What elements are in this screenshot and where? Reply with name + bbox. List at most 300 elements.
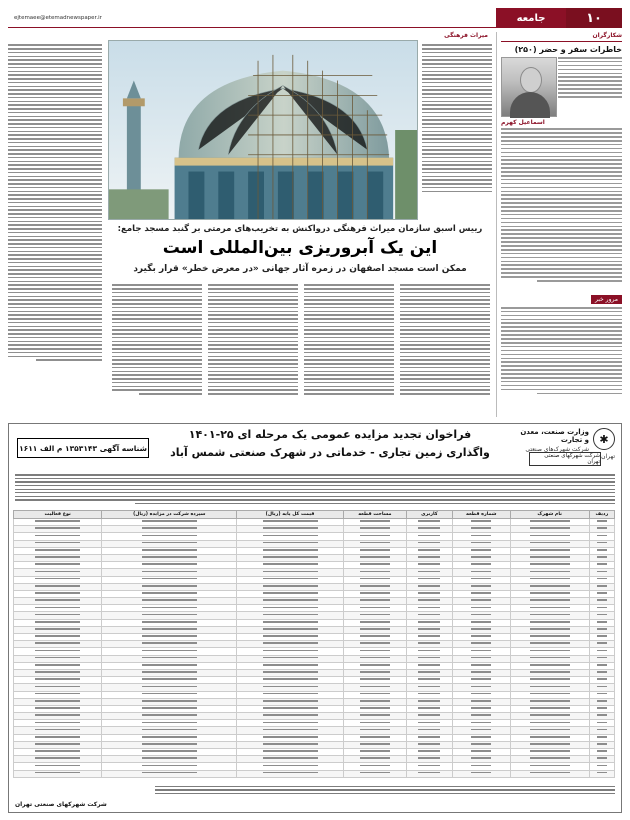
table-cell bbox=[589, 655, 614, 662]
article-text-column-left bbox=[8, 42, 102, 363]
table-cell bbox=[237, 590, 344, 597]
cell-text-placeholder bbox=[530, 664, 570, 666]
cell-text-placeholder bbox=[530, 563, 570, 565]
table-row bbox=[14, 756, 615, 763]
table-cell bbox=[589, 547, 614, 554]
cell-text-placeholder bbox=[142, 614, 197, 616]
cell-text-placeholder bbox=[530, 757, 570, 759]
cell-text-placeholder bbox=[471, 527, 491, 529]
cell-text-placeholder bbox=[360, 678, 390, 680]
table-cell bbox=[343, 662, 406, 669]
cell-text-placeholder bbox=[530, 772, 570, 774]
table-cell bbox=[589, 540, 614, 547]
cell-text-placeholder bbox=[142, 743, 197, 745]
tender-advertisement bbox=[8, 423, 622, 813]
cell-text-placeholder bbox=[263, 549, 318, 551]
cell-text-placeholder bbox=[360, 578, 390, 580]
table-cell bbox=[14, 684, 102, 691]
table-cell bbox=[406, 519, 452, 526]
cell-text-placeholder bbox=[35, 671, 80, 673]
table-cell bbox=[102, 554, 237, 561]
cell-text-placeholder bbox=[530, 607, 570, 609]
cell-text-placeholder bbox=[360, 535, 390, 537]
table-cell bbox=[589, 734, 614, 741]
table-cell bbox=[343, 770, 406, 777]
cell-text-placeholder bbox=[530, 700, 570, 702]
cell-text-placeholder bbox=[360, 549, 390, 551]
cell-text-placeholder bbox=[418, 621, 440, 623]
cell-text-placeholder bbox=[263, 700, 318, 702]
cell-text-placeholder bbox=[530, 729, 570, 731]
table-cell bbox=[14, 576, 102, 583]
cell-text-placeholder bbox=[263, 592, 318, 594]
article-text-column-5 bbox=[304, 282, 394, 397]
cell-text-placeholder bbox=[142, 765, 197, 767]
table-cell bbox=[14, 727, 102, 734]
table-cell bbox=[406, 598, 452, 605]
cell-text-placeholder bbox=[263, 535, 318, 537]
table-cell bbox=[452, 526, 510, 533]
cell-text-placeholder bbox=[142, 592, 197, 594]
table-cell bbox=[102, 684, 237, 691]
cell-text-placeholder bbox=[418, 657, 440, 659]
table-cell bbox=[343, 677, 406, 684]
cell-text-placeholder bbox=[360, 736, 390, 738]
table-cell bbox=[510, 612, 589, 619]
cell-text-placeholder bbox=[471, 563, 491, 565]
table-cell bbox=[102, 547, 237, 554]
table-cell bbox=[14, 533, 102, 540]
table-cell bbox=[406, 741, 452, 748]
table-row bbox=[14, 741, 615, 748]
cell-text-placeholder bbox=[263, 693, 318, 695]
table-row bbox=[14, 648, 615, 655]
cell-text-placeholder bbox=[418, 571, 440, 573]
table-cell bbox=[14, 612, 102, 619]
table-cell bbox=[237, 641, 344, 648]
table-cell bbox=[452, 569, 510, 576]
table-cell bbox=[102, 713, 237, 720]
cell-text-placeholder bbox=[597, 542, 607, 544]
table-cell bbox=[343, 533, 406, 540]
table-cell bbox=[406, 691, 452, 698]
table-cell bbox=[14, 590, 102, 597]
table-cell bbox=[14, 669, 102, 676]
cell-text-placeholder bbox=[530, 614, 570, 616]
table-row bbox=[14, 540, 615, 547]
cell-text-placeholder bbox=[263, 743, 318, 745]
cell-text-placeholder bbox=[597, 527, 607, 529]
table-cell bbox=[102, 533, 237, 540]
cell-text-placeholder bbox=[597, 585, 607, 587]
table-cell bbox=[510, 648, 589, 655]
table-row bbox=[14, 655, 615, 662]
table-row bbox=[14, 698, 615, 705]
cell-text-placeholder bbox=[418, 578, 440, 580]
table-cell bbox=[14, 756, 102, 763]
table-cell bbox=[452, 598, 510, 605]
table-cell bbox=[452, 749, 510, 756]
table-cell bbox=[343, 655, 406, 662]
main-article bbox=[8, 32, 492, 417]
column-body-text bbox=[501, 128, 622, 281]
table-cell bbox=[452, 648, 510, 655]
cell-text-placeholder bbox=[471, 642, 491, 644]
table-cell bbox=[510, 749, 589, 756]
cell-text-placeholder bbox=[471, 700, 491, 702]
cell-text-placeholder bbox=[263, 563, 318, 565]
table-cell bbox=[510, 554, 589, 561]
cell-text-placeholder bbox=[597, 664, 607, 666]
cell-text-placeholder bbox=[360, 671, 390, 673]
cell-text-placeholder bbox=[142, 686, 197, 688]
table-cell bbox=[510, 590, 589, 597]
table-cell bbox=[452, 547, 510, 554]
cell-text-placeholder bbox=[471, 765, 491, 767]
cell-text-placeholder bbox=[471, 729, 491, 731]
cell-text-placeholder bbox=[35, 743, 80, 745]
cell-text-placeholder bbox=[530, 535, 570, 537]
table-cell bbox=[237, 547, 344, 554]
cell-text-placeholder bbox=[35, 621, 80, 623]
table-cell bbox=[343, 713, 406, 720]
table-cell bbox=[102, 698, 237, 705]
table-cell bbox=[237, 648, 344, 655]
col-deposit: سپرده شرکت در مزایده (ریال) bbox=[102, 511, 237, 519]
table-cell bbox=[237, 756, 344, 763]
cell-text-placeholder bbox=[530, 750, 570, 752]
cell-text-placeholder bbox=[597, 635, 607, 637]
cell-text-placeholder bbox=[142, 599, 197, 601]
cell-text-placeholder bbox=[35, 693, 80, 695]
cell-text-placeholder bbox=[418, 772, 440, 774]
table-cell bbox=[237, 576, 344, 583]
lots-table-header bbox=[14, 511, 615, 519]
table-row bbox=[14, 684, 615, 691]
cell-text-placeholder bbox=[263, 757, 318, 759]
table-cell bbox=[589, 741, 614, 748]
cell-text-placeholder bbox=[142, 520, 197, 522]
news-brief-label: مرور خبر bbox=[591, 295, 622, 304]
table-cell bbox=[406, 734, 452, 741]
column-tag: شکارگران bbox=[501, 32, 622, 42]
cell-text-placeholder bbox=[142, 750, 197, 752]
cell-text-placeholder bbox=[142, 722, 197, 724]
table-cell bbox=[452, 727, 510, 734]
table-cell bbox=[102, 605, 237, 612]
table-cell bbox=[452, 698, 510, 705]
headline-kicker: رییس اسبق سازمان میراث فرهنگی درواکنش به تخریب‌های مرمتی بر گنبد مسجد جامع: bbox=[117, 224, 483, 234]
table-cell bbox=[343, 741, 406, 748]
table-cell bbox=[406, 684, 452, 691]
cell-text-placeholder bbox=[597, 592, 607, 594]
cell-text-placeholder bbox=[360, 729, 390, 731]
cell-text-placeholder bbox=[360, 542, 390, 544]
cell-text-placeholder bbox=[35, 607, 80, 609]
cell-text-placeholder bbox=[597, 757, 607, 759]
table-cell bbox=[102, 720, 237, 727]
table-cell bbox=[237, 749, 344, 756]
table-cell bbox=[452, 605, 510, 612]
col-row: ردیف bbox=[589, 511, 614, 519]
section-label: جامعه bbox=[496, 8, 566, 28]
cell-text-placeholder bbox=[597, 520, 607, 522]
table-row bbox=[14, 562, 615, 569]
cell-text-placeholder bbox=[471, 585, 491, 587]
cell-text-placeholder bbox=[597, 621, 607, 623]
column-title: خاطرات سفر و حضر (۲۵۰) bbox=[514, 45, 622, 54]
cell-text-placeholder bbox=[142, 772, 197, 774]
cell-text-placeholder bbox=[263, 678, 318, 680]
cell-text-placeholder bbox=[263, 772, 318, 774]
table-cell bbox=[406, 533, 452, 540]
table-cell bbox=[343, 698, 406, 705]
table-cell bbox=[510, 684, 589, 691]
table-row bbox=[14, 713, 615, 720]
table-cell bbox=[343, 562, 406, 569]
table-cell bbox=[510, 569, 589, 576]
table-cell bbox=[237, 598, 344, 605]
table-cell bbox=[510, 540, 589, 547]
table-cell bbox=[14, 598, 102, 605]
cell-text-placeholder bbox=[418, 520, 440, 522]
table-cell bbox=[589, 626, 614, 633]
table-cell bbox=[452, 554, 510, 561]
cell-text-placeholder bbox=[142, 700, 197, 702]
cell-text-placeholder bbox=[597, 693, 607, 695]
ad-title-line2: واگذاری زمین تجاری - خدماتی در شهرک صنعتی شمس آباد bbox=[170, 446, 490, 459]
table-cell bbox=[237, 770, 344, 777]
cell-text-placeholder bbox=[263, 657, 318, 659]
table-cell bbox=[102, 590, 237, 597]
cell-text-placeholder bbox=[471, 542, 491, 544]
cell-text-placeholder bbox=[360, 765, 390, 767]
cell-text-placeholder bbox=[142, 707, 197, 709]
table-cell bbox=[406, 713, 452, 720]
cell-text-placeholder bbox=[360, 599, 390, 601]
table-cell bbox=[510, 598, 589, 605]
cell-text-placeholder bbox=[530, 657, 570, 659]
cell-text-placeholder bbox=[142, 693, 197, 695]
table-cell bbox=[589, 583, 614, 590]
table-cell bbox=[406, 605, 452, 612]
masthead-email: ejtemaee@etemadnewspaper.ir bbox=[14, 14, 102, 21]
table-cell bbox=[102, 540, 237, 547]
cell-text-placeholder bbox=[418, 585, 440, 587]
cell-text-placeholder bbox=[418, 678, 440, 680]
table-cell bbox=[14, 655, 102, 662]
table-cell bbox=[510, 576, 589, 583]
table-row bbox=[14, 590, 615, 597]
table-cell bbox=[406, 763, 452, 770]
table-cell bbox=[452, 634, 510, 641]
table-cell bbox=[237, 655, 344, 662]
table-row bbox=[14, 626, 615, 633]
table-cell bbox=[102, 727, 237, 734]
cell-text-placeholder bbox=[360, 757, 390, 759]
cell-text-placeholder bbox=[35, 592, 80, 594]
table-cell bbox=[589, 598, 614, 605]
table-cell bbox=[102, 569, 237, 576]
cell-text-placeholder bbox=[360, 714, 390, 716]
cell-text-placeholder bbox=[263, 571, 318, 573]
table-row bbox=[14, 576, 615, 583]
table-cell bbox=[14, 720, 102, 727]
table-cell bbox=[14, 691, 102, 698]
table-cell bbox=[102, 634, 237, 641]
table-cell bbox=[510, 619, 589, 626]
table-cell bbox=[510, 634, 589, 641]
cell-text-placeholder bbox=[360, 722, 390, 724]
cell-text-placeholder bbox=[471, 607, 491, 609]
news-brief-text bbox=[501, 307, 622, 394]
cell-text-placeholder bbox=[142, 736, 197, 738]
cell-text-placeholder bbox=[418, 599, 440, 601]
table-cell bbox=[237, 612, 344, 619]
table-cell bbox=[343, 576, 406, 583]
cell-text-placeholder bbox=[418, 693, 440, 695]
cell-text-placeholder bbox=[360, 657, 390, 659]
table-cell bbox=[589, 554, 614, 561]
cell-text-placeholder bbox=[35, 599, 80, 601]
table-cell bbox=[343, 619, 406, 626]
table-cell bbox=[102, 749, 237, 756]
cell-text-placeholder bbox=[597, 549, 607, 551]
table-cell bbox=[452, 655, 510, 662]
cell-text-placeholder bbox=[530, 714, 570, 716]
cell-text-placeholder bbox=[35, 642, 80, 644]
cell-text-placeholder bbox=[597, 714, 607, 716]
cell-text-placeholder bbox=[142, 714, 197, 716]
table-cell bbox=[343, 734, 406, 741]
cell-text-placeholder bbox=[360, 743, 390, 745]
cell-text-placeholder bbox=[471, 714, 491, 716]
table-cell bbox=[510, 562, 589, 569]
ad-title-line1: فراخوان تجدید مزایده عمومی یک مرحله ای ۲۵-۱۴۰۱ bbox=[188, 428, 472, 441]
cell-text-placeholder bbox=[263, 722, 318, 724]
table-cell bbox=[452, 677, 510, 684]
cell-text-placeholder bbox=[418, 686, 440, 688]
cell-text-placeholder bbox=[530, 743, 570, 745]
cell-text-placeholder bbox=[263, 642, 318, 644]
cell-text-placeholder bbox=[263, 607, 318, 609]
table-cell bbox=[14, 770, 102, 777]
cell-text-placeholder bbox=[35, 678, 80, 680]
table-cell bbox=[452, 691, 510, 698]
table-cell bbox=[510, 547, 589, 554]
table-cell bbox=[510, 770, 589, 777]
table-row bbox=[14, 734, 615, 741]
cell-text-placeholder bbox=[142, 664, 197, 666]
table-cell bbox=[589, 720, 614, 727]
cell-text-placeholder bbox=[530, 686, 570, 688]
table-cell bbox=[343, 590, 406, 597]
table-cell bbox=[102, 705, 237, 712]
table-cell bbox=[237, 619, 344, 626]
cell-text-placeholder bbox=[263, 520, 318, 522]
table-cell bbox=[237, 677, 344, 684]
cell-text-placeholder bbox=[142, 563, 197, 565]
table-row bbox=[14, 554, 615, 561]
cell-text-placeholder bbox=[360, 556, 390, 558]
table-cell bbox=[589, 677, 614, 684]
table-cell bbox=[510, 655, 589, 662]
table-cell bbox=[406, 677, 452, 684]
cell-text-placeholder bbox=[263, 664, 318, 666]
table-cell bbox=[510, 741, 589, 748]
table-cell bbox=[589, 691, 614, 698]
table-cell bbox=[510, 691, 589, 698]
cell-text-placeholder bbox=[35, 549, 80, 551]
cell-text-placeholder bbox=[418, 757, 440, 759]
table-cell bbox=[237, 720, 344, 727]
masthead-bar bbox=[8, 8, 622, 28]
cell-text-placeholder bbox=[597, 686, 607, 688]
table-cell bbox=[452, 619, 510, 626]
table-row bbox=[14, 569, 615, 576]
cell-text-placeholder bbox=[418, 527, 440, 529]
cell-text-placeholder bbox=[35, 750, 80, 752]
author-photo bbox=[501, 57, 557, 117]
table-cell bbox=[406, 720, 452, 727]
ad-signature: شرکت شهرکهای صنعتی تهران bbox=[15, 801, 107, 808]
table-cell bbox=[237, 698, 344, 705]
table-cell bbox=[343, 569, 406, 576]
cell-text-placeholder bbox=[530, 578, 570, 580]
article-tag: میراث فرهنگی bbox=[444, 32, 488, 39]
table-cell bbox=[510, 526, 589, 533]
cell-text-placeholder bbox=[263, 542, 318, 544]
table-cell bbox=[237, 540, 344, 547]
cell-text-placeholder bbox=[263, 729, 318, 731]
cell-text-placeholder bbox=[597, 607, 607, 609]
cell-text-placeholder bbox=[471, 520, 491, 522]
table-cell bbox=[102, 626, 237, 633]
cell-text-placeholder bbox=[142, 542, 197, 544]
table-cell bbox=[14, 648, 102, 655]
cell-text-placeholder bbox=[360, 686, 390, 688]
table-cell bbox=[406, 526, 452, 533]
table-cell bbox=[14, 605, 102, 612]
cell-text-placeholder bbox=[142, 527, 197, 529]
cell-text-placeholder bbox=[35, 520, 80, 522]
table-cell bbox=[14, 662, 102, 669]
table-row bbox=[14, 619, 615, 626]
col-activity: نوع فعالیت bbox=[14, 511, 102, 519]
cell-text-placeholder bbox=[35, 535, 80, 537]
cell-text-placeholder bbox=[35, 585, 80, 587]
cell-text-placeholder bbox=[263, 585, 318, 587]
cell-text-placeholder bbox=[35, 700, 80, 702]
table-cell bbox=[102, 612, 237, 619]
cell-text-placeholder bbox=[418, 535, 440, 537]
table-cell bbox=[102, 619, 237, 626]
cell-text-placeholder bbox=[418, 542, 440, 544]
cell-text-placeholder bbox=[530, 527, 570, 529]
table-cell bbox=[14, 634, 102, 641]
cell-text-placeholder bbox=[597, 750, 607, 752]
company-logo: شرکت شهرکهای صنعتی تهران bbox=[529, 452, 601, 466]
table-cell bbox=[102, 598, 237, 605]
table-row bbox=[14, 547, 615, 554]
cell-text-placeholder bbox=[360, 650, 390, 652]
table-cell bbox=[452, 612, 510, 619]
table-cell bbox=[406, 641, 452, 648]
table-cell bbox=[102, 562, 237, 569]
table-row bbox=[14, 691, 615, 698]
table-cell bbox=[14, 734, 102, 741]
table-cell bbox=[343, 526, 406, 533]
